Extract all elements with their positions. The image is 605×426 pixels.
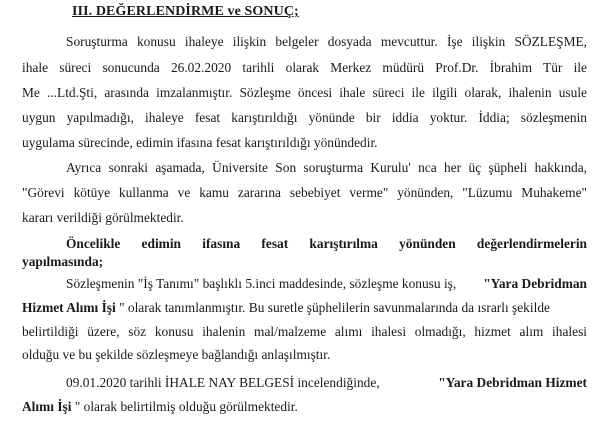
paragraph-1-line-2: ihale süreci sonucunda 26.02.2020 tarihli olarak Merkez müdürü Prof.Dr. İbrahim Tür ile (22, 60, 587, 75)
paragraph-4-line-1-text: Sözleşmenin "İş Tanımı" başlıklı 5.inci maddesinde, sözleşme konusu iş, (66, 276, 457, 291)
paragraph-4-line-1 (66, 275, 587, 293)
paragraph-3-line-2: yapılmasında; (22, 254, 104, 269)
paragraph-3-line-1: Öncelikle edimin ifasına fesat karıştırılma yönünden değerlendirmelerin (66, 236, 587, 251)
service-name-emphasis-2-continued: Alımı İşi (22, 399, 72, 414)
service-name-emphasis-2: "Yara Debridman Hizmet (438, 375, 587, 390)
paragraph-1-line-5: uygulama sürecinde, edimin ifasına fesat karıştırıldığı yönündedir. (22, 135, 378, 150)
service-name-emphasis: "Yara Debridman (483, 276, 587, 291)
paragraph-1-line-1: Soruşturma konusu ihaleye ilişkin belgeler dosyada mevcuttur. İşe ilişkin SÖZLEŞME, (66, 34, 587, 49)
service-name-emphasis-continued: Hizmet Alımı İşi (22, 300, 116, 315)
paragraph-4-line-2-text: " olarak tanımlanmıştır. Bu suretle şüphelilerin savunmalarında da ısrarlı şekilde (115, 300, 550, 315)
paragraph-5-line-2 (22, 398, 298, 416)
paragraph-5-line-1 (66, 374, 587, 392)
paragraph-2-line-1: Ayrıca sonraki aşamada, Üniversite Son soruşturma Kurulu' nca her üç şüpheli hakkında, (66, 160, 587, 175)
paragraph-2-line-2: "Görevi kötüye kullanma ve kamu zararına sebebiyet verme" yönünden, "Lüzumu Muhakeme" (22, 185, 587, 200)
paragraph-4-line-2 (22, 299, 587, 317)
section-heading: III. DEĞERLENDİRME ve SONUÇ; (72, 4, 299, 19)
paragraph-2-line-3: kararı verildiği görülmektedir. (22, 210, 184, 225)
paragraph-4-line-4: olduğu ve bu şekilde sözleşmeye bağlandığı anlaşılmıştır. (22, 347, 331, 362)
paragraph-5-line-1-text: 09.01.2020 tarihli İHALE NAY BELGESİ incelendiğinde, (66, 375, 380, 390)
paragraph-1-line-3: Me ...Ltd.Şti, arasında imzalanmıştır. Sözleşme öncesi ihale süreci ile ilgili olarak, ihalenin usule (22, 85, 587, 100)
paragraph-5-line-2-text: " olarak belirtilmiş olduğu görülmektedir. (71, 399, 298, 414)
paragraph-4-line-3: belirtildiği üzere, söz konusu ihalenin mal/malzeme alımı ihalesi olmadığı, hizmet alım ihalesi (22, 324, 587, 339)
paragraph-1-line-4: uygun yapılmadığı, ihaleye fesat karıştırıldığı yönünde bir iddia yoktur. İddia; sözleşmenin (22, 110, 587, 125)
